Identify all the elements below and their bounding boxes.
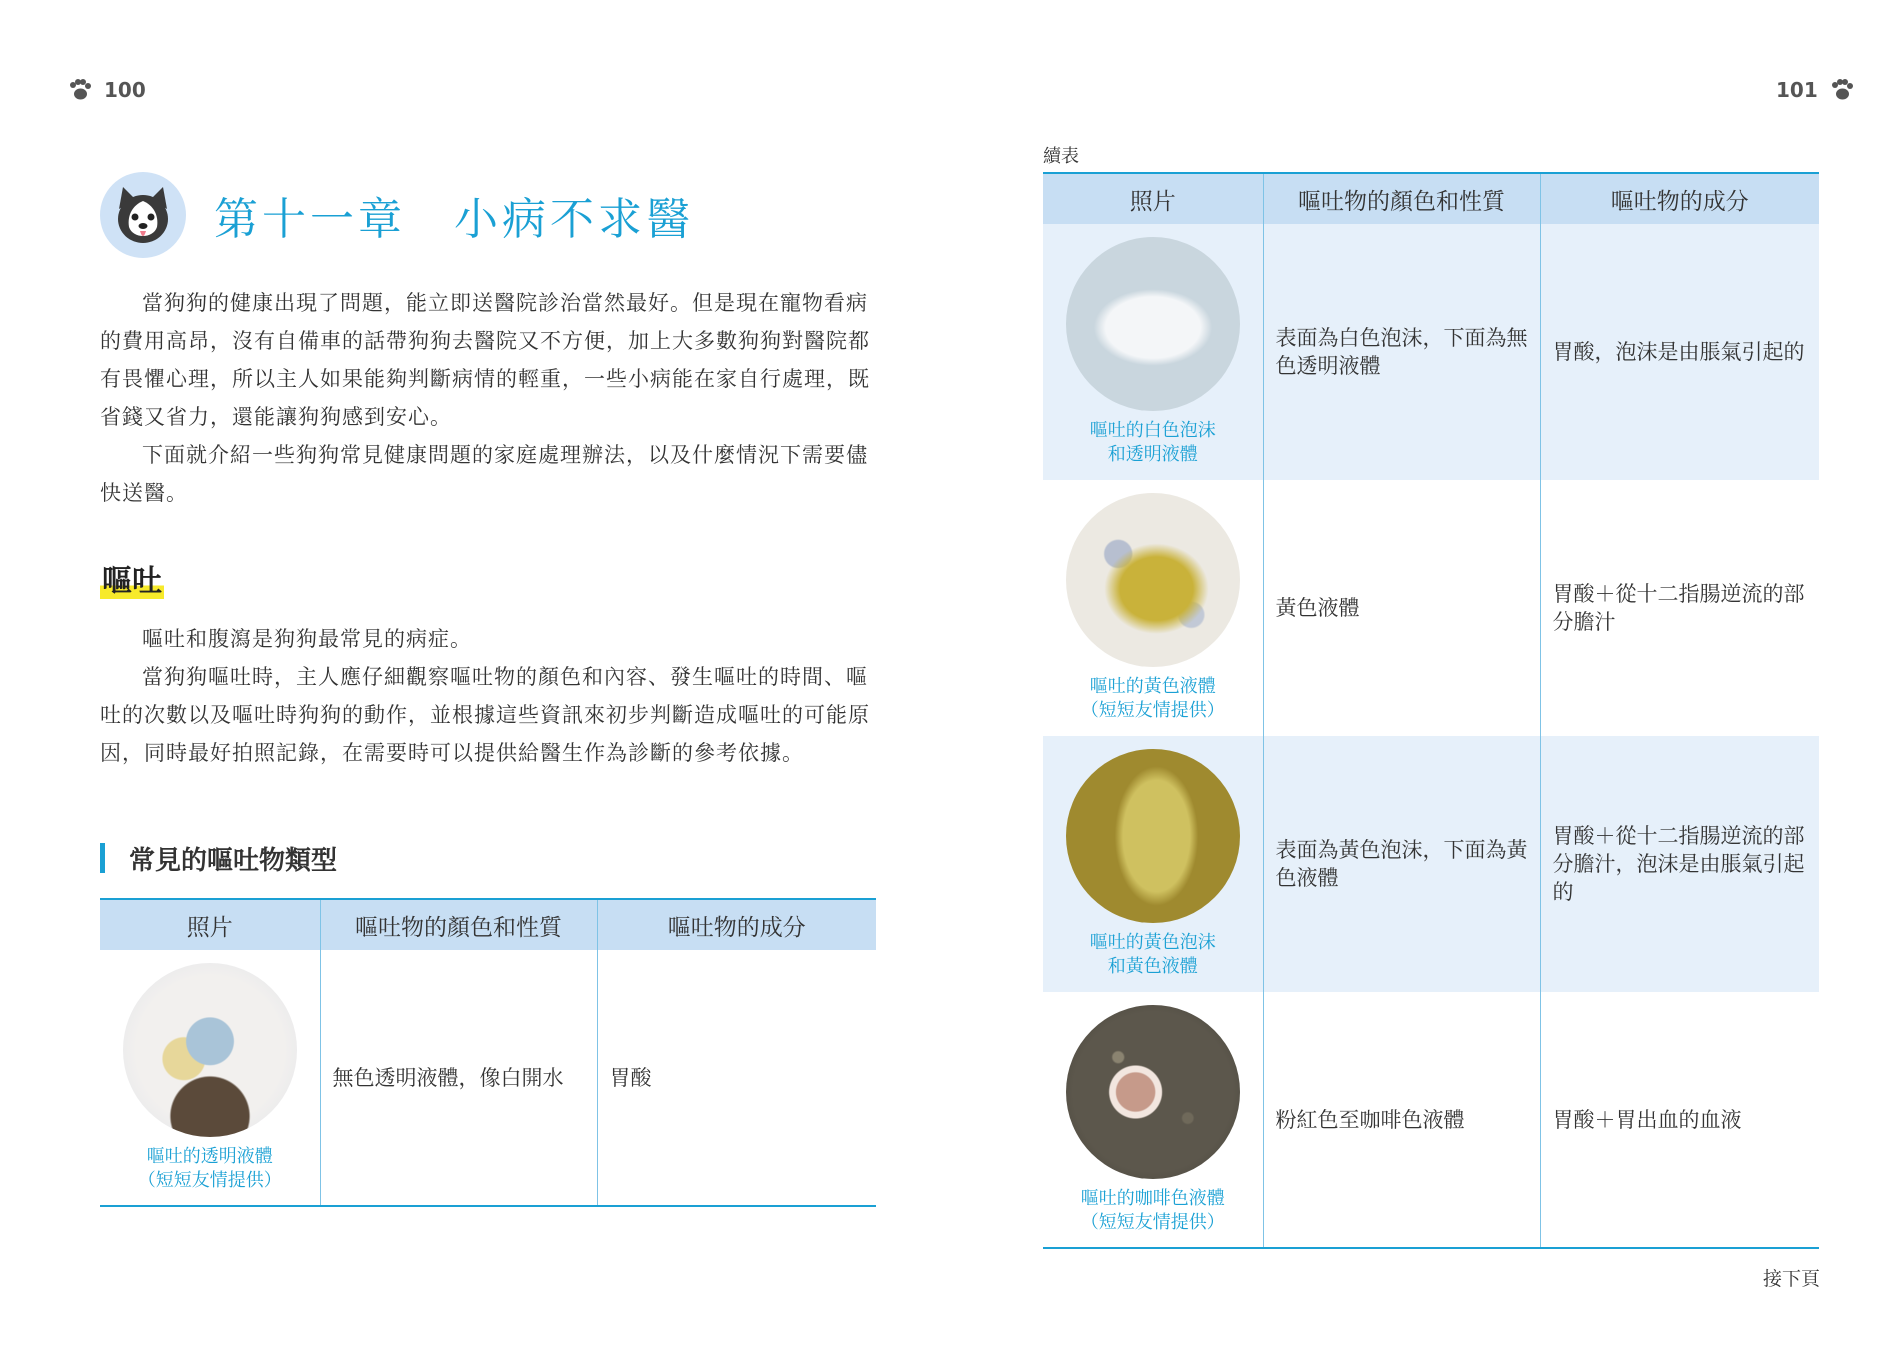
caption-line: 嘔吐的透明液體: [146, 1145, 273, 1167]
intro-paragraph: 當狗狗的健康出現了問題，能立即送醫院診治當然最好。但是現在寵物看病的費用高昂，沒有自備車的話帶狗狗去醫院又不方便，加上大多數狗狗對醫院都有畏懼心理，所以主人如果能夠判斷病情的輕重，一些小病能在家自行處理，既省錢又省力，還能讓狗狗感到安心。: [100, 291, 870, 429]
husky-avatar-icon: [100, 172, 186, 258]
photo-caption: [1090, 419, 1216, 467]
table-row: [1043, 480, 1819, 736]
header-component: 嘔吐物的成分: [597, 899, 876, 950]
photo-cell: [1043, 736, 1263, 992]
section-text: [100, 620, 876, 772]
coffee-liquid-photo: [1066, 1005, 1240, 1179]
intro-text: [100, 284, 876, 512]
page-number-right: [1776, 78, 1854, 102]
header-photo: 照片: [1043, 173, 1263, 224]
component-cell: 胃酸＋從十二指腸逆流的部分膽汁，泡沫是由脹氣引起的: [1540, 736, 1819, 992]
caption-line: 嘔吐的黃色泡沫: [1089, 932, 1216, 953]
caption-line: 和黃色液體: [1107, 956, 1198, 977]
paw-icon: [1830, 79, 1854, 101]
vomit-table-right: [1043, 172, 1819, 1249]
photo-caption: [1090, 931, 1216, 979]
nature-cell: 無色透明液體，像白開水: [320, 950, 597, 1206]
section-paragraph: 當狗狗嘔吐時，主人應仔細觀察嘔吐物的顏色和內容、發生嘔吐的時間、嘔吐的次數以及嘔吐時狗狗的動作，並根據這些資訊來初步判斷造成嘔吐的可能原因，同時最好拍照記錄，在需要時可以提供給醫生作為診斷的參考依據。: [100, 665, 870, 765]
page-number-text: 100: [104, 78, 146, 102]
yellow-foam-photo: [1066, 749, 1240, 923]
header-nature: 嘔吐物的顏色和性質: [1263, 173, 1540, 224]
component-cell: 胃酸＋胃出血的血液: [1540, 992, 1819, 1248]
next-page-label: 接下頁: [1763, 1268, 1821, 1290]
table-header-row: [1043, 173, 1819, 224]
table-row: [1043, 736, 1819, 992]
subsection-bar: [100, 843, 105, 873]
caption-line: （短短友情提供）: [137, 1169, 282, 1191]
caption-line: 嘔吐的咖啡色液體: [1080, 1187, 1225, 1209]
header-photo: 照片: [100, 899, 320, 950]
paw-icon: [68, 79, 92, 101]
header-component: 嘔吐物的成分: [1540, 173, 1819, 224]
section-paragraph: 嘔吐和腹瀉是狗狗最常見的病症。: [142, 627, 472, 651]
nature-cell: 粉紅色至咖啡色液體: [1263, 992, 1540, 1248]
photo-cell: [1043, 480, 1263, 736]
photo-cell: [1043, 224, 1263, 480]
chapter-title: 第十一章 小病不求醫: [214, 194, 694, 245]
section-title-text: 嘔吐: [102, 564, 162, 599]
photo-caption: [1081, 675, 1225, 723]
caption-line: 和透明液體: [1107, 444, 1198, 465]
page-number-text: 101: [1776, 78, 1818, 102]
page-number-left: [68, 78, 146, 102]
section-title: [100, 556, 164, 600]
chapter-heading: [100, 172, 694, 258]
component-cell: 胃酸，泡沫是由脹氣引起的: [1540, 224, 1819, 480]
nature-cell: 黃色液體: [1263, 480, 1540, 736]
photo-caption: [1081, 1187, 1225, 1235]
component-cell: 胃酸＋從十二指腸逆流的部分膽汁: [1540, 480, 1819, 736]
yellow-liquid-photo: [1066, 493, 1240, 667]
subsection-title: [100, 842, 337, 874]
clear-liquid-photo: [123, 963, 297, 1137]
subsection-title-text: 常見的嘔吐物類型: [129, 845, 338, 876]
caption-line: 嘔吐的白色泡沫: [1089, 420, 1216, 441]
table-row: [1043, 224, 1819, 480]
header-nature: 嘔吐物的顏色和性質: [320, 899, 597, 950]
photo-cell: [100, 950, 320, 1206]
table-row: [1043, 992, 1819, 1248]
table-header-row: [100, 899, 876, 950]
photo-cell: [1043, 992, 1263, 1248]
photo-caption: [138, 1145, 282, 1193]
caption-line: 嘔吐的黃色液體: [1089, 676, 1216, 697]
nature-cell: 表面為黃色泡沫，下面為黃色液體: [1263, 736, 1540, 992]
caption-line: （短短友情提供）: [1080, 1211, 1225, 1233]
white-foam-photo: [1066, 237, 1240, 411]
caption-line: （短短友情提供）: [1080, 700, 1225, 721]
vomit-table-left: [100, 898, 876, 1207]
continued-label: 續表: [1043, 146, 1079, 167]
component-cell: 胃酸: [597, 950, 876, 1206]
nature-cell: 表面為白色泡沫，下面為無色透明液體: [1263, 224, 1540, 480]
intro-paragraph: 下面就介紹一些狗狗常見健康問題的家庭處理辦法，以及什麼情況下需要儘快送醫。: [100, 443, 868, 505]
table-row: [100, 950, 876, 1206]
